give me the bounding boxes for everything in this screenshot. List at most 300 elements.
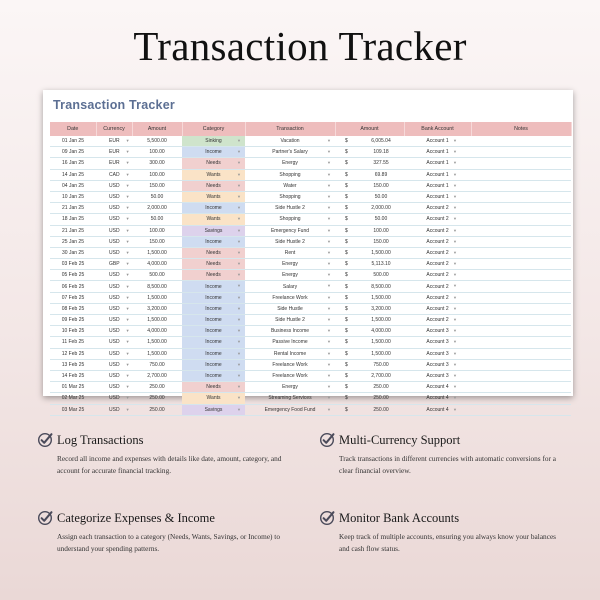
converted-amount-cell[interactable] [335,292,404,303]
dropdown-arrow-icon[interactable]: ▼ [327,328,331,334]
converted-amount-cell[interactable] [335,225,404,236]
date-cell[interactable]: 06 Feb 25 [50,281,96,292]
dropdown-arrow-icon[interactable]: ▼ [237,149,241,155]
date-cell[interactable]: 11 Feb 25 [50,337,96,348]
category-cell[interactable] [182,147,245,158]
currency-cell[interactable] [96,292,132,303]
amount-cell[interactable]: 1,500.00 [132,247,182,258]
converted-amount-cell[interactable] [335,169,404,180]
dropdown-arrow-icon[interactable]: ▼ [327,372,331,378]
dropdown-arrow-icon[interactable]: ▼ [327,138,331,143]
dropdown-arrow-icon[interactable]: ▼ [125,227,130,233]
date-cell[interactable]: 14 Feb 25 [50,370,96,381]
dropdown-arrow-icon[interactable]: ▼ [453,406,457,412]
dropdown-arrow-icon[interactable]: ▼ [453,283,457,289]
dropdown-arrow-icon[interactable]: ▼ [327,361,331,367]
bank-account-cell[interactable] [404,303,471,314]
converted-amount-cell[interactable] [335,315,404,326]
dropdown-arrow-icon[interactable]: ▼ [237,328,241,334]
dropdown-arrow-icon[interactable]: ▼ [125,395,130,401]
category-cell[interactable] [182,370,245,381]
converted-amount-cell[interactable] [335,214,404,225]
amount-cell[interactable]: 4,000.00 [132,259,182,270]
dropdown-arrow-icon[interactable]: ▼ [237,305,241,311]
col-header-notes[interactable]: Notes [471,122,571,136]
bank-account-cell[interactable] [404,247,471,258]
currency-cell[interactable] [96,147,132,158]
dropdown-arrow-icon[interactable]: ▼ [453,227,457,233]
dropdown-arrow-icon[interactable]: ▼ [125,272,130,278]
bank-account-cell[interactable] [404,348,471,359]
date-cell[interactable]: 07 Feb 25 [50,292,96,303]
converted-amount-cell[interactable] [335,348,404,359]
dropdown-arrow-icon[interactable]: ▼ [237,384,241,390]
transaction-cell[interactable] [245,382,335,393]
dropdown-arrow-icon[interactable]: ▼ [237,249,241,255]
dropdown-arrow-icon[interactable]: ▼ [237,227,241,233]
converted-amount-cell[interactable] [335,136,404,147]
dropdown-arrow-icon[interactable]: ▼ [237,361,241,367]
dropdown-arrow-icon[interactable]: ▼ [327,283,331,289]
dropdown-arrow-icon[interactable]: ▼ [453,171,457,177]
notes-cell[interactable] [471,292,571,303]
bank-account-cell[interactable] [404,214,471,225]
currency-cell[interactable] [96,281,132,292]
date-cell[interactable]: 08 Feb 25 [50,303,96,314]
bank-account-cell[interactable] [404,147,471,158]
category-cell[interactable] [182,180,245,191]
dropdown-arrow-icon[interactable]: ▼ [237,261,241,267]
notes-cell[interactable] [471,281,571,292]
amount-cell[interactable]: 250.00 [132,404,182,415]
currency-cell[interactable] [96,203,132,214]
converted-amount-cell[interactable] [335,203,404,214]
notes-cell[interactable] [471,382,571,393]
dropdown-arrow-icon[interactable]: ▼ [453,317,457,322]
transaction-cell[interactable] [245,136,335,147]
bank-account-cell[interactable] [404,404,471,415]
date-cell[interactable]: 10 Feb 25 [50,326,96,337]
bank-account-cell[interactable] [404,158,471,169]
dropdown-arrow-icon[interactable]: ▼ [327,205,331,211]
amount-cell[interactable]: 1,500.00 [132,315,182,326]
currency-cell[interactable] [96,393,132,404]
dropdown-arrow-icon[interactable]: ▼ [125,294,130,300]
currency-cell[interactable] [96,359,132,370]
category-cell[interactable] [182,404,245,415]
dropdown-arrow-icon[interactable]: ▼ [327,227,331,233]
category-cell[interactable] [182,214,245,225]
dropdown-arrow-icon[interactable]: ▼ [327,249,331,255]
amount-cell[interactable]: 100.00 [132,225,182,236]
transaction-cell[interactable] [245,292,335,303]
notes-cell[interactable] [471,359,571,370]
date-cell[interactable]: 05 Feb 25 [50,270,96,281]
date-cell[interactable]: 03 Feb 25 [50,259,96,270]
dropdown-arrow-icon[interactable]: ▼ [453,272,457,278]
dropdown-arrow-icon[interactable]: ▼ [125,339,130,345]
dropdown-arrow-icon[interactable]: ▼ [125,171,130,177]
dropdown-arrow-icon[interactable]: ▼ [237,339,241,345]
dropdown-arrow-icon[interactable]: ▼ [453,305,457,311]
notes-cell[interactable] [471,225,571,236]
amount-cell[interactable]: 250.00 [132,393,182,404]
amount-cell[interactable]: 750.00 [132,359,182,370]
transaction-cell[interactable] [245,337,335,348]
dropdown-arrow-icon[interactable]: ▼ [125,406,130,412]
notes-cell[interactable] [471,270,571,281]
currency-cell[interactable] [96,370,132,381]
amount-cell[interactable]: 2,000.00 [132,203,182,214]
currency-cell[interactable] [96,180,132,191]
category-cell[interactable] [182,315,245,326]
dropdown-arrow-icon[interactable]: ▼ [125,238,130,244]
col-header-date[interactable]: Date [50,122,96,136]
dropdown-arrow-icon[interactable]: ▼ [453,372,457,378]
converted-amount-cell[interactable] [335,236,404,247]
date-cell[interactable]: 09 Feb 25 [50,315,96,326]
bank-account-cell[interactable] [404,169,471,180]
dropdown-arrow-icon[interactable]: ▼ [125,182,130,188]
amount-cell[interactable]: 100.00 [132,169,182,180]
dropdown-arrow-icon[interactable]: ▼ [327,406,331,412]
transaction-cell[interactable] [245,359,335,370]
dropdown-arrow-icon[interactable]: ▼ [453,238,457,244]
transaction-cell[interactable] [245,393,335,404]
date-cell[interactable]: 10 Jan 25 [50,191,96,202]
notes-cell[interactable] [471,348,571,359]
converted-amount-cell[interactable] [335,303,404,314]
date-cell[interactable]: 25 Jan 25 [50,236,96,247]
amount-cell[interactable]: 150.00 [132,236,182,247]
amount-cell[interactable]: 100.00 [132,147,182,158]
col-header-currency[interactable]: Currency [96,122,132,136]
notes-cell[interactable] [471,180,571,191]
dropdown-arrow-icon[interactable]: ▼ [125,305,130,311]
amount-cell[interactable]: 250.00 [132,382,182,393]
notes-cell[interactable] [471,191,571,202]
dropdown-arrow-icon[interactable]: ▼ [125,216,130,222]
bank-account-cell[interactable] [404,393,471,404]
dropdown-arrow-icon[interactable]: ▼ [327,160,331,166]
dropdown-arrow-icon[interactable]: ▼ [453,216,457,222]
bank-account-cell[interactable] [404,315,471,326]
bank-account-cell[interactable] [404,236,471,247]
notes-cell[interactable] [471,236,571,247]
dropdown-arrow-icon[interactable]: ▼ [237,372,241,378]
notes-cell[interactable] [471,247,571,258]
dropdown-arrow-icon[interactable]: ▼ [453,249,457,255]
date-cell[interactable]: 14 Jan 25 [50,169,96,180]
amount-cell[interactable]: 50.00 [132,191,182,202]
dropdown-arrow-icon[interactable]: ▼ [453,339,457,345]
currency-cell[interactable] [96,236,132,247]
currency-cell[interactable] [96,191,132,202]
dropdown-arrow-icon[interactable]: ▼ [453,193,457,199]
dropdown-arrow-icon[interactable]: ▼ [237,182,241,188]
currency-cell[interactable] [96,247,132,258]
date-cell[interactable]: 13 Feb 25 [50,359,96,370]
notes-cell[interactable] [471,136,571,147]
dropdown-arrow-icon[interactable]: ▼ [237,317,241,322]
dropdown-arrow-icon[interactable]: ▼ [237,283,241,289]
date-cell[interactable]: 03 Mar 25 [50,404,96,415]
converted-amount-cell[interactable] [335,247,404,258]
dropdown-arrow-icon[interactable]: ▼ [327,294,331,300]
category-cell[interactable] [182,158,245,169]
bank-account-cell[interactable] [404,259,471,270]
currency-cell[interactable] [96,169,132,180]
notes-cell[interactable] [471,147,571,158]
dropdown-arrow-icon[interactable]: ▼ [125,194,130,200]
amount-cell[interactable]: 500.00 [132,270,182,281]
converted-amount-cell[interactable] [335,393,404,404]
notes-cell[interactable] [471,214,571,225]
dropdown-arrow-icon[interactable]: ▼ [125,261,130,267]
currency-cell[interactable] [96,348,132,359]
bank-account-cell[interactable] [404,225,471,236]
amount-cell[interactable]: 4,000.00 [132,326,182,337]
converted-amount-cell[interactable] [335,326,404,337]
dropdown-arrow-icon[interactable]: ▼ [125,350,130,356]
date-cell[interactable]: 01 Mar 25 [50,382,96,393]
currency-cell[interactable] [96,315,132,326]
notes-cell[interactable] [471,259,571,270]
bank-account-cell[interactable] [404,326,471,337]
currency-cell[interactable] [96,337,132,348]
bank-account-cell[interactable] [404,382,471,393]
col-header-transaction[interactable]: Transaction [245,122,335,136]
dropdown-arrow-icon[interactable]: ▼ [237,272,241,278]
notes-cell[interactable] [471,158,571,169]
dropdown-arrow-icon[interactable]: ▼ [327,395,331,401]
category-cell[interactable] [182,382,245,393]
notes-cell[interactable] [471,404,571,415]
dropdown-arrow-icon[interactable]: ▼ [237,216,241,222]
amount-cell[interactable]: 150.00 [132,180,182,191]
amount-cell[interactable]: 2,700.00 [132,370,182,381]
currency-cell[interactable] [96,259,132,270]
dropdown-arrow-icon[interactable]: ▼ [327,272,331,278]
category-cell[interactable] [182,191,245,202]
dropdown-arrow-icon[interactable]: ▼ [327,384,331,390]
amount-cell[interactable]: 300.00 [132,158,182,169]
dropdown-arrow-icon[interactable]: ▼ [453,182,457,188]
category-cell[interactable] [182,225,245,236]
converted-amount-cell[interactable] [335,370,404,381]
category-cell[interactable] [182,203,245,214]
dropdown-arrow-icon[interactable]: ▼ [327,216,331,222]
notes-cell[interactable] [471,315,571,326]
amount-cell[interactable]: 50.00 [132,214,182,225]
col-header-amount[interactable]: Amount [132,122,182,136]
transaction-cell[interactable] [245,180,335,191]
dropdown-arrow-icon[interactable]: ▼ [125,328,130,334]
dropdown-arrow-icon[interactable]: ▼ [453,328,457,334]
converted-amount-cell[interactable] [335,180,404,191]
dropdown-arrow-icon[interactable]: ▼ [327,339,331,345]
amount-cell[interactable]: 8,500.00 [132,281,182,292]
category-cell[interactable] [182,393,245,404]
col-header-category[interactable]: Category [182,122,245,136]
dropdown-arrow-icon[interactable]: ▼ [327,317,331,322]
dropdown-arrow-icon[interactable]: ▼ [125,249,130,255]
col-header-bank-account[interactable]: Bank Account [404,122,471,136]
currency-cell[interactable] [96,270,132,281]
category-cell[interactable] [182,259,245,270]
dropdown-arrow-icon[interactable]: ▼ [125,138,130,144]
dropdown-arrow-icon[interactable]: ▼ [327,350,331,356]
currency-cell[interactable] [96,136,132,147]
notes-cell[interactable] [471,393,571,404]
transaction-cell[interactable] [245,203,335,214]
transaction-cell[interactable] [245,281,335,292]
transaction-cell[interactable] [245,247,335,258]
bank-account-cell[interactable] [404,359,471,370]
converted-amount-cell[interactable] [335,270,404,281]
category-cell[interactable] [182,270,245,281]
bank-account-cell[interactable] [404,337,471,348]
currency-cell[interactable] [96,214,132,225]
currency-cell[interactable] [96,225,132,236]
dropdown-arrow-icon[interactable]: ▼ [327,261,331,267]
dropdown-arrow-icon[interactable]: ▼ [237,193,241,199]
dropdown-arrow-icon[interactable]: ▼ [125,205,130,211]
dropdown-arrow-icon[interactable]: ▼ [125,384,130,390]
transaction-cell[interactable] [245,158,335,169]
date-cell[interactable]: 12 Feb 25 [50,348,96,359]
date-cell[interactable]: 16 Jan 25 [50,158,96,169]
date-cell[interactable]: 30 Jan 25 [50,247,96,258]
dropdown-arrow-icon[interactable]: ▼ [237,350,241,356]
date-cell[interactable]: 02 Mar 25 [50,393,96,404]
transaction-cell[interactable] [245,214,335,225]
date-cell[interactable]: 04 Jan 25 [50,180,96,191]
transaction-cell[interactable] [245,191,335,202]
amount-cell[interactable]: 3,200.00 [132,303,182,314]
dropdown-arrow-icon[interactable]: ▼ [453,160,457,166]
col-header-converted-amount[interactable]: Amount [335,122,404,136]
dropdown-arrow-icon[interactable]: ▼ [327,171,331,177]
converted-amount-cell[interactable] [335,359,404,370]
converted-amount-cell[interactable] [335,158,404,169]
transaction-cell[interactable] [245,270,335,281]
dropdown-arrow-icon[interactable]: ▼ [237,294,241,300]
bank-account-cell[interactable] [404,180,471,191]
category-cell[interactable] [182,136,245,147]
currency-cell[interactable] [96,404,132,415]
notes-cell[interactable] [471,169,571,180]
dropdown-arrow-icon[interactable]: ▼ [237,171,241,177]
transaction-cell[interactable] [245,303,335,314]
dropdown-arrow-icon[interactable]: ▼ [453,361,457,367]
category-cell[interactable] [182,348,245,359]
notes-cell[interactable] [471,303,571,314]
dropdown-arrow-icon[interactable]: ▼ [453,149,457,155]
converted-amount-cell[interactable] [335,191,404,202]
bank-account-cell[interactable] [404,191,471,202]
dropdown-arrow-icon[interactable]: ▼ [453,350,457,356]
dropdown-arrow-icon[interactable]: ▼ [125,373,130,379]
dropdown-arrow-icon[interactable]: ▼ [453,205,457,211]
bank-account-cell[interactable] [404,136,471,147]
transaction-cell[interactable] [245,348,335,359]
converted-amount-cell[interactable] [335,404,404,415]
transaction-cell[interactable] [245,326,335,337]
amount-cell[interactable]: 1,500.00 [132,348,182,359]
dropdown-arrow-icon[interactable]: ▼ [125,317,130,323]
date-cell[interactable]: 09 Jan 25 [50,147,96,158]
dropdown-arrow-icon[interactable]: ▼ [125,361,130,367]
category-cell[interactable] [182,359,245,370]
bank-account-cell[interactable] [404,270,471,281]
category-cell[interactable] [182,292,245,303]
currency-cell[interactable] [96,158,132,169]
category-cell[interactable] [182,337,245,348]
dropdown-arrow-icon[interactable]: ▼ [327,149,331,155]
converted-amount-cell[interactable] [335,147,404,158]
dropdown-arrow-icon[interactable]: ▼ [237,160,241,166]
amount-cell[interactable]: 1,500.00 [132,337,182,348]
dropdown-arrow-icon[interactable]: ▼ [237,238,241,244]
notes-cell[interactable] [471,337,571,348]
dropdown-arrow-icon[interactable]: ▼ [453,138,457,143]
dropdown-arrow-icon[interactable]: ▼ [327,182,331,188]
notes-cell[interactable] [471,370,571,381]
transaction-cell[interactable] [245,147,335,158]
transaction-cell[interactable] [245,225,335,236]
category-cell[interactable] [182,303,245,314]
date-cell[interactable]: 18 Jan 25 [50,214,96,225]
currency-cell[interactable] [96,326,132,337]
transaction-cell[interactable] [245,404,335,415]
bank-account-cell[interactable] [404,370,471,381]
dropdown-arrow-icon[interactable]: ▼ [327,238,331,244]
dropdown-arrow-icon[interactable]: ▼ [453,384,457,390]
currency-cell[interactable] [96,303,132,314]
amount-cell[interactable]: 1,500.00 [132,292,182,303]
notes-cell[interactable] [471,326,571,337]
currency-cell[interactable] [96,382,132,393]
dropdown-arrow-icon[interactable]: ▼ [237,205,241,211]
converted-amount-cell[interactable] [335,382,404,393]
dropdown-arrow-icon[interactable]: ▼ [125,160,130,166]
date-cell[interactable]: 01 Jan 25 [50,136,96,147]
date-cell[interactable]: 21 Jan 25 [50,225,96,236]
category-cell[interactable] [182,169,245,180]
dropdown-arrow-icon[interactable]: ▼ [237,406,241,412]
bank-account-cell[interactable] [404,292,471,303]
converted-amount-cell[interactable] [335,337,404,348]
amount-cell[interactable]: 5,500.00 [132,136,182,147]
category-cell[interactable] [182,247,245,258]
dropdown-arrow-icon[interactable]: ▼ [453,294,457,300]
dropdown-arrow-icon[interactable]: ▼ [453,395,457,401]
bank-account-cell[interactable] [404,281,471,292]
transaction-cell[interactable] [245,169,335,180]
dropdown-arrow-icon[interactable]: ▼ [327,305,331,311]
converted-amount-cell[interactable] [335,281,404,292]
transaction-cell[interactable] [245,370,335,381]
dropdown-arrow-icon[interactable]: ▼ [125,283,130,289]
dropdown-arrow-icon[interactable]: ▼ [327,193,331,199]
category-cell[interactable] [182,281,245,292]
dropdown-arrow-icon[interactable]: ▼ [453,261,457,267]
dropdown-arrow-icon[interactable]: ▼ [237,138,241,143]
dropdown-arrow-icon[interactable]: ▼ [125,149,130,155]
converted-amount-cell[interactable] [335,259,404,270]
transaction-cell[interactable] [245,259,335,270]
